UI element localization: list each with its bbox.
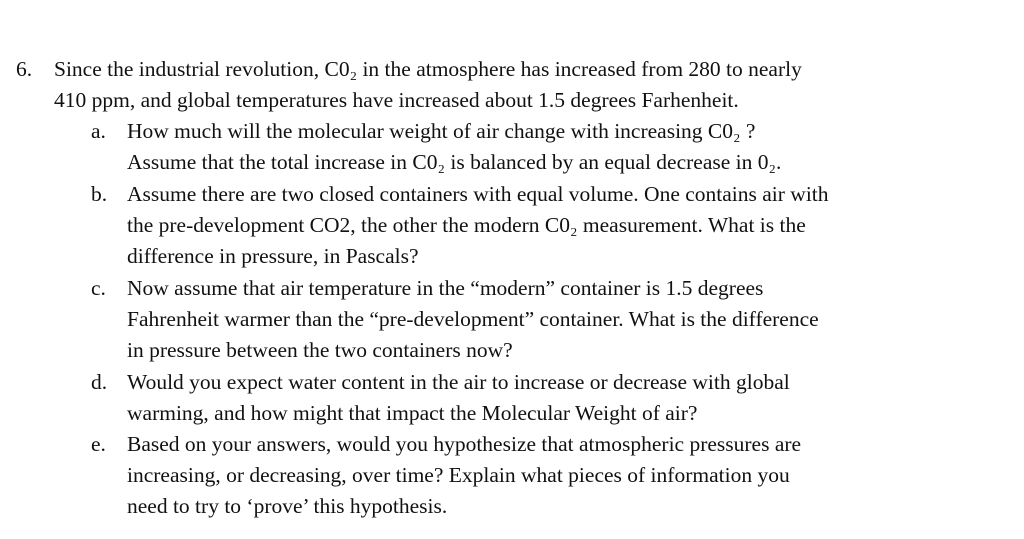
part-e-line-1: Based on your answers, would you hypothesize that atmospheric pressures are [127,432,802,456]
part-e-line-3: need to try to ‘prove’ this hypothesis. [127,494,448,518]
part-a-label: a. [91,119,106,143]
part-a-line-1: How much will the molecular weight of air change with increasing C0₂ ? [127,119,756,143]
part-b-line-1: Assume there are two closed containers with equal volume. One contains air with [127,182,829,206]
part-b-label: b. [91,182,108,206]
part-a-line-2: Assume that the total increase in C0₂ is balanced by an equal decrease in 0₂. [127,150,782,174]
question-stem-line-1: Since the industrial revolution, C0₂ in the atmosphere has increased from 280 to nearly [54,57,802,81]
part-d-line-2: warming, and how might that impact the Molecular Weight of air? [127,401,698,425]
part-c-line-1: Now assume that air temperature in the “modern” container is 1.5 degrees [127,276,764,300]
part-c-label: c. [91,276,106,300]
question-number: 6. [16,57,33,81]
part-c-line-2: Fahrenheit warmer than the “pre-development” container. What is the difference [127,307,819,331]
part-c-line-3: in pressure between the two containers now? [127,338,513,362]
part-d-label: d. [91,370,108,394]
part-b-line-2: the pre-development CO2, the other the modern C0₂ measurement. What is the [127,213,806,237]
part-b-line-3: difference in pressure, in Pascals? [127,244,419,268]
part-e-label: e. [91,432,106,456]
question-stem-line-2: 410 ppm, and global temperatures have increased about 1.5 degrees Farhenheit. [54,88,739,112]
part-d-line-1: Would you expect water content in the air to increase or decrease with global [127,370,790,394]
part-e-line-2: increasing, or decreasing, over time? Explain what pieces of information you [127,463,790,487]
